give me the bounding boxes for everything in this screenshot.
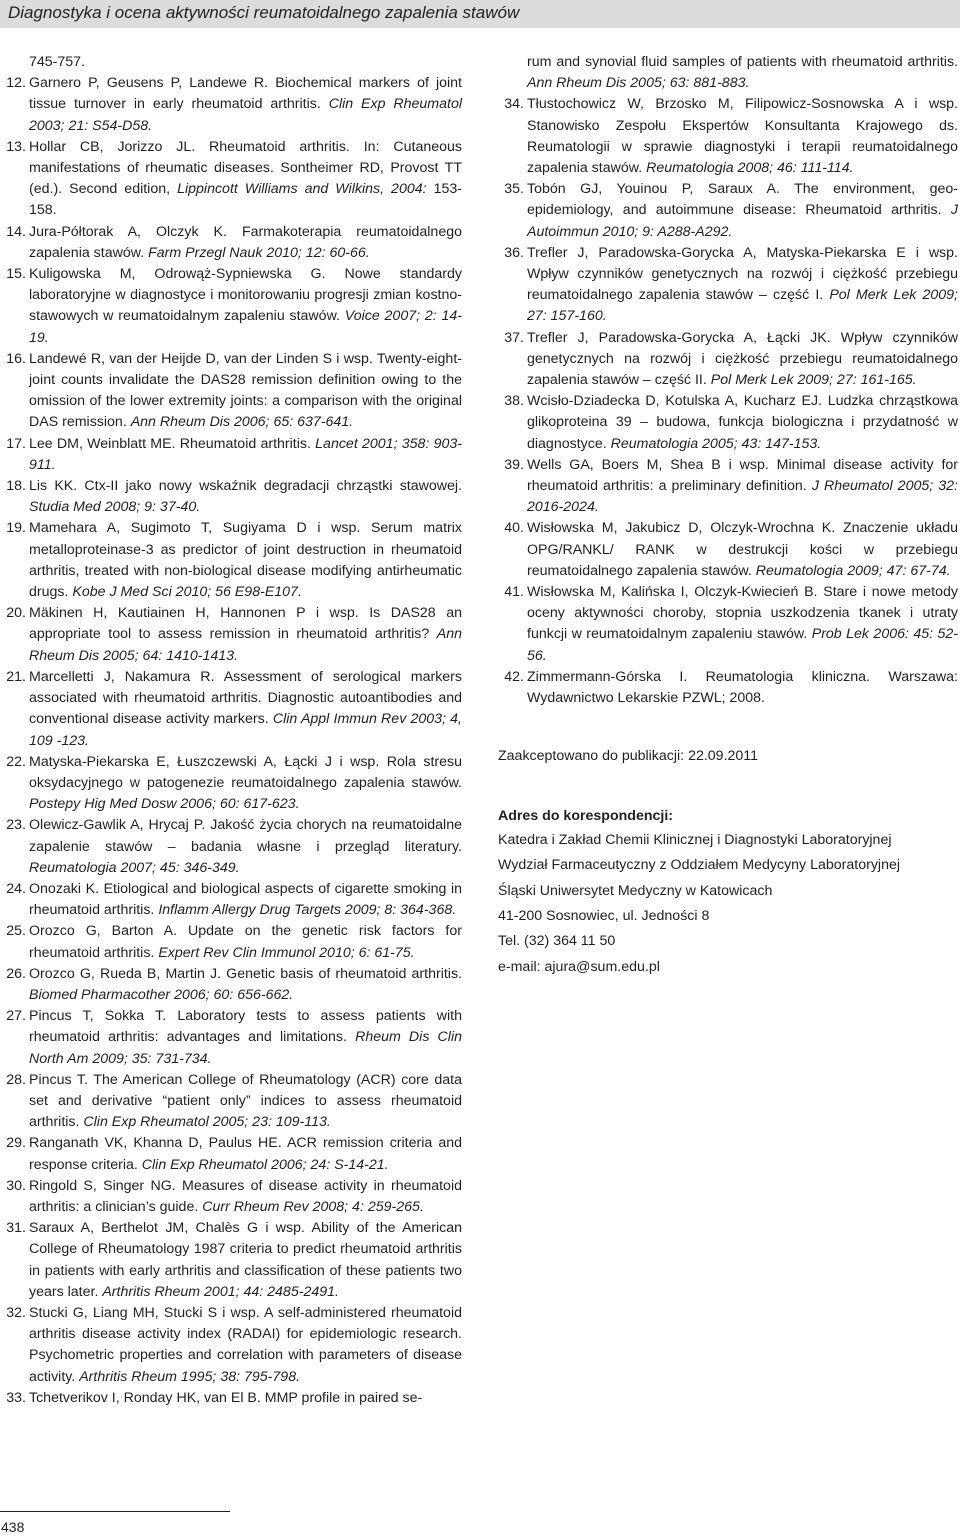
reference-source: Inflamm Allergy Drug Targets 2009; 8: 364-368. [158, 902, 457, 919]
reference-entry [0, 1006, 462, 1070]
reference-number: 31. [6, 1220, 26, 1237]
reference-number: 29. [6, 1135, 26, 1152]
reference-source: Clin Exp Rheumatol 2003; 21: S54-D58. [29, 96, 462, 134]
reference-text: Wisłowska M, Jakubicz D, Olczyk-Wrochna K. Znaczenie układu OPG/RANKL/ RANK w destrukcji kości w przebiegu reumatoidalnego zapalenia stawów. [527, 520, 958, 579]
reference-text: Mäkinen H, Kautiainen H, Hannonen P i wsp. Is DAS28 an appropriate tool to assess remission in rheumatoid arthritis? [29, 605, 462, 643]
reference-number: 42. [504, 668, 524, 685]
correspondence-line: Śląski Uniwersytet Medyczny w Katowicach [498, 882, 773, 899]
reference-number: 32. [6, 1304, 26, 1321]
correspondence-line: Katedra i Zakład Chemii Klinicznej i Diagnostyki Laboratoryjnej [498, 831, 892, 848]
reference-entry [498, 94, 958, 179]
reference-text: Trefler J, Paradowska-Gorycka A, Matyska-Piekarska E i wsp. Wpływ czynników genetycznych na rozwój i ciężkość przebiegu reumatoidalnego zapalenia stawów – część I. [527, 244, 958, 304]
reference-source: Studia Med 2008; 9: 37-40. [29, 499, 201, 516]
reference-source: Arthritis Rheum 2001; 44: 2485-2491. [102, 1283, 339, 1300]
reference-number: 25. [6, 923, 26, 940]
reference-number: 17. [6, 435, 26, 452]
reference-text: Hollar CB, Jorizzo JL. Rheumatoid arthritis. In: Cutaneous manifestations of rheumatic diseases. Sontheimer RD, Provost TT (ed.). Second edition, [29, 138, 462, 198]
reference-text: rum and synovial fluid samples of patients with rheumatoid arthritis. [527, 54, 958, 70]
correspondence-heading: Adres do korespondencji: [498, 807, 674, 824]
reference-entry [0, 1176, 462, 1218]
reference-number: 41. [504, 584, 524, 601]
reference-number: 40. [504, 520, 524, 537]
reference-entry [0, 752, 462, 816]
reference-number: 19. [6, 520, 26, 537]
reference-text: Wcisło-Dziadecka D, Kotulska A, Kucharz EJ. Ludzka chrząstkowa glikoproteina 39 – budowa, funkcja biologiczna i przydatność w diagnostyce. [527, 393, 958, 452]
reference-text: Wells GA, Boers M, Shea B i wsp. Minimal disease activity for rheumatoid arthritis: a preliminary definition. [527, 456, 958, 495]
reference-text: Zimmermann-Górska I. Reumatologia kliniczna. Warszawa: Wydawnictwo Lekarskie PZWL; 2008. [527, 668, 958, 707]
reference-entry [0, 1303, 462, 1388]
reference-entry [498, 582, 958, 667]
reference-source: Ann Rheum Dis 2005; 63: 881-883. [527, 75, 750, 92]
reference-source: Ann Rheum Dis 2005; 64: 1410-1413. [29, 626, 462, 664]
reference-text: Lis KK. Ctx-II jako nowy wskaźnik degradacji chrząstki stawowej. [29, 478, 462, 495]
reference-text: Ringold S, Singer NG. Measures of disease activity in rheumatoid arthritis: a clinician’s guide. [29, 1177, 462, 1215]
reference-text: Pincus T. The American College of Rheumatology (ACR) core data set and derivative “patient only” indices to assess rheumatoid arthritis. [29, 1071, 462, 1131]
reference-number: 15. [6, 266, 26, 283]
reference-entry [0, 264, 462, 349]
page-number: 438 [1, 1519, 25, 1535]
correspondence-line: Wydział Farmaceutyczny z Oddziałem Medycyny Laboratoryjnej [498, 857, 901, 874]
reference-source: Ann Rheum Dis 2006; 65: 637-641. [130, 414, 354, 431]
reference-text: Orozco G, Rueda B, Martin J. Genetic basis of rheumatoid arthritis. [29, 965, 462, 982]
reference-number: 38. [504, 393, 524, 410]
reference-text: Stucki G, Liang MH, Stucki S i wsp. A self-administered rheumatoid arthritis disease activity index (RADAI) for epidemiologic research. Psychometric properties and correlation with parameters of disease activity. [29, 1304, 462, 1385]
reference-entry [0, 815, 462, 879]
reference-number: 33. [6, 1389, 26, 1406]
reference-source: Clin Exp Rheumatol 2006; 24: S-14-21. [141, 1156, 389, 1173]
reference-entry [0, 52, 462, 73]
reference-text: Tłustochowicz W, Brzosko M, Filipowicz-Sosnowska A i wsp. Stanowisko Zespołu Ekspertów Konsultanta Krajowego ds. Reumatologii w sprawie diagnostyki i terapii reumatoidalnego zapalenia stawów. [527, 96, 958, 177]
reference-text: Lee DM, Weinblatt ME. Rheumatoid arthritis. [29, 435, 316, 452]
reference-number: 14. [6, 223, 26, 240]
reference-source: Lancet 2001; 358: 903-911. [29, 435, 462, 473]
reference-source: Voice 2007; 2: 14-19. [29, 308, 462, 346]
reference-entry [0, 1388, 462, 1409]
reference-entry [0, 964, 462, 1006]
reference-text: Garnero P, Geusens P, Landewe R. Biochemical markers of joint tissue turnover in early rheumatoid arthritis. [29, 75, 462, 113]
reference-text: 745-757. [29, 54, 86, 70]
reference-text: 153-158. [29, 181, 462, 219]
reference-list-left [0, 52, 462, 1409]
reference-text: Orozco G, Barton A. Update on the genetic risk factors for rheumatoid arthritis. [29, 923, 462, 961]
reference-source: Biomed Pharmacother 2006; 60: 656-662. [29, 986, 294, 1003]
reference-entry [0, 222, 462, 264]
right-column [498, 52, 958, 979]
reference-source: Clin Appl Immun Rev 2003; 4, 109 -123. [29, 711, 462, 749]
acceptance-date: Zaakceptowano do publikacji: 22.09.2011 [498, 748, 759, 765]
reference-entry [0, 667, 462, 752]
reference-entry [498, 667, 958, 709]
footer-rule [0, 1511, 230, 1512]
reference-source: Prob Lek 2006: 45: 52-56. [527, 626, 959, 664]
reference-list-right [498, 52, 958, 709]
reference-number: 21. [6, 668, 26, 685]
reference-number: 36. [504, 244, 524, 261]
reference-entry [0, 73, 462, 137]
reference-source: J Rheumatol 2005; 32: 2016-2024. [527, 478, 958, 516]
reference-number: 23. [6, 817, 26, 834]
reference-source: Clin Exp Rheumatol 2005; 23: 109-113. [83, 1114, 331, 1131]
reference-entry [498, 52, 958, 94]
reference-source: Reumatologia 2008; 46: 111-114. [646, 160, 854, 177]
reference-number: 13. [6, 138, 26, 155]
reference-source: Postepy Hig Med Dosw 2006; 60: 617-623. [29, 796, 300, 813]
reference-source: Expert Rev Clin Immunol 2010; 6: 61-75. [158, 944, 415, 961]
reference-source: Rheum Dis Clin North Am 2009; 35: 731-734. [29, 1029, 462, 1067]
reference-source: Kobe J Med Sci 2010; 56 E98-E107. [72, 584, 302, 601]
reference-text: Tobón GJ, Youinou P, Saraux A. The environment, geo-epidemiology, and autoimmune disease: Rheumatoid arthritis. [527, 181, 958, 219]
reference-text: Trefler J, Paradowska-Gorycka A, Łącki JK. Wpływ czynników genetycznych na rozwój i ciężkość przebiegu reumatoidalnego zapalenia stawów – część II. [527, 329, 958, 389]
reference-text: Matyska-Piekarska E, Łuszczewski A, Łącki J i wsp. Rola stresu oksydacyjnego w patogenezie reumatoidalnego zapalenia stawów. [29, 753, 462, 791]
correspondence-address [498, 829, 958, 979]
reference-text: Landewé R, van der Heijde D, van der Linden S i wsp. Twenty-eight-joint counts invalidate the DAS28 remission definition owing to the omission of the lower extremity joints: a comparison with the original DAS remission. [29, 350, 462, 431]
reference-number: 30. [6, 1177, 26, 1194]
reference-text: Saraux A, Berthelot JM, Chalès G i wsp. Ability of the American College of Rheumatology 1987 criteria to predict rheumatoid arthritis in patients with early arthritis and classification of these patients two years later. [29, 1220, 462, 1300]
reference-number: 12. [6, 75, 26, 92]
reference-source: Arthritis Rheum 1995; 38: 795-798. [79, 1368, 301, 1385]
reference-entry [498, 243, 958, 328]
reference-entry [498, 328, 958, 392]
reference-text: Pincus T, Sokka T. Laboratory tests to assess patients with rheumatoid arthritis: advantages and limitations. [29, 1008, 462, 1046]
reference-number: 16. [6, 350, 26, 367]
reference-source: Pol Merk Lek 2009; 27: 157-160. [527, 287, 958, 325]
reference-text: Wisłowska M, Kalińska I, Olczyk-Kwiecień B. Stare i nowe metody oceny aktywności choroby, stopnia uszkodzenia tkanek i utraty funkcji w reumatoidalnym zapaleniu stawów. [527, 584, 958, 643]
reference-entry [0, 879, 462, 921]
reference-text: Kuligowska M, Odrowąż-Sypniewska G. Nowe standardy laboratoryjne w diagnostyce i monitorowaniu progresji zmian kostno-stawowych w reumatoidalnym zapaleniu stawów. [29, 266, 462, 325]
reference-entry [0, 349, 462, 434]
reference-source: J Autoimmun 2010; 9: A288-A292. [527, 202, 958, 240]
reference-entry [498, 179, 958, 243]
running-header [0, 0, 960, 28]
correspondence-line: 41-200 Sosnowiec, ul. Jedności 8 [498, 907, 710, 924]
reference-entry [498, 391, 958, 455]
correspondence-line: Tel. (32) 364 11 50 [498, 933, 616, 950]
reference-number: 34. [504, 96, 524, 113]
reference-entry [0, 137, 462, 222]
reference-number: 24. [6, 880, 26, 897]
reference-source: Reumatologia 2005; 43: 147-153. [610, 435, 822, 452]
reference-text: Onozaki K. Etiological and biological aspects of cigarette smoking in rheumatoid arthritis. [29, 880, 462, 919]
reference-entry [0, 518, 462, 603]
reference-number: 28. [6, 1071, 26, 1088]
reference-text: Jura-Półtorak A, Olczyk K. Farmakoterapia reumatoidalnego zapalenia stawów. [29, 223, 462, 261]
reference-entry [0, 603, 462, 667]
reference-entry [0, 1070, 462, 1134]
reference-entry [0, 434, 462, 476]
reference-number: 37. [504, 329, 524, 346]
reference-number: 27. [6, 1008, 26, 1025]
reference-text: Tchetverikov I, Ronday HK, van El B. MMP profile in paired se- [29, 1389, 423, 1406]
reference-number: 22. [6, 753, 26, 770]
reference-source: Lippincott Williams and Wilkins, 2004: [177, 181, 427, 198]
reference-entry [0, 1218, 462, 1303]
reference-number: 20. [6, 605, 26, 622]
reference-text: Olewicz-Gawlik A, Hrycaj P. Jakość życia chorych na reumatoidalne zapalenie stawów – badania własne i przegląd literatury. [29, 817, 462, 855]
reference-text: Mamehara A, Sugimoto T, Sugiyama D i wsp. Serum matrix metalloproteinase-3 as predictor of joint destruction in rheumatoid arthritis, treated with non-biological disease modifying antirheumatic drugs. [29, 520, 462, 601]
reference-source: Reumatologia 2007; 45: 346-349. [29, 859, 240, 876]
reference-number: 39. [504, 456, 524, 473]
reference-source: Pol Merk Lek 2009; 27: 161-165. [710, 372, 917, 389]
reference-source: Reumatologia 2009; 47: 67-74. [755, 562, 951, 579]
reference-entry [0, 476, 462, 518]
correspondence-email[interactable]: e-mail: ajura@sum.edu.pl [498, 958, 660, 975]
reference-number: 35. [504, 181, 524, 198]
reference-source: Farm Przegl Nauk 2010; 12: 60-66. [148, 244, 370, 261]
reference-entry [498, 518, 958, 582]
reference-text: Marcelletti J, Nakamura R. Assessment of serological markers associated with rheumatoid arthritis. Diagnostic autoantibodies and conventional disease activity markers. [29, 668, 462, 728]
reference-entry [0, 1133, 462, 1175]
reference-entry [0, 921, 462, 963]
reference-entry [498, 455, 958, 519]
reference-source: Curr Rheum Rev 2008; 4: 259-265. [202, 1198, 424, 1215]
reference-number: 26. [6, 965, 26, 982]
running-header-title: Diagnostyka i ocena aktywności reumatoidalnego zapalenia stawów [8, 3, 520, 22]
reference-text: Ranganath VK, Khanna D, Paulus HE. ACR remission criteria and response criteria. [29, 1135, 462, 1173]
reference-number: 18. [6, 478, 26, 495]
